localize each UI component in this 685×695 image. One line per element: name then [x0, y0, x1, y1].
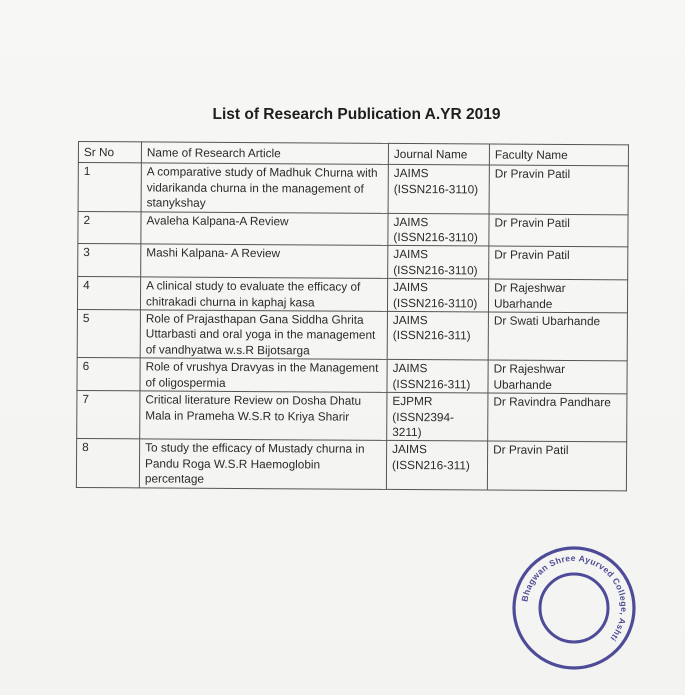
- journal-name: JAIMS: [393, 166, 429, 181]
- journal-issn: (ISSN216-3110): [393, 262, 478, 278]
- cell-sr-no: 2: [78, 211, 141, 244]
- journal-name: EJPMR: [392, 394, 433, 409]
- cell-faculty: Dr Swati Ubarhande: [488, 312, 627, 361]
- cell-journal: [386, 441, 487, 490]
- cell-journal: [387, 360, 488, 393]
- journal-issn: (ISSN216-311): [392, 328, 471, 343]
- cell-sr-no: 8: [76, 439, 139, 488]
- journal-issn: (ISSN216-3110): [393, 181, 479, 197]
- journal-issn: (ISSN216-3110): [392, 295, 478, 311]
- cell-article: Role of Prajasthapan Gana Siddha Ghrita Uttarbasti and oral yoga in the management of vandhyatwa w.s.R Bijotsarga: [140, 310, 387, 360]
- cell-article: A clinical study to evaluate the efficacy of chitrakadi churna in kaphaj kasa: [140, 277, 387, 311]
- document-title: List of Research Publication A.YR 2019: [212, 106, 501, 123]
- cell-article: To study the efficacy of Mustady churna in Pandu Roga W.S.R Haemoglobin percentage: [139, 439, 386, 489]
- cell-article: A comparative study of Madhuk Churna with vidarikanda churna in the management of stanykshay: [141, 163, 388, 213]
- cell-faculty: Dr Rajeshwar Ubarhande: [488, 360, 627, 394]
- cell-faculty: Dr Pravin Patil: [489, 165, 628, 214]
- journal-name: JAIMS: [392, 312, 428, 328]
- journal-name: JAIMS: [392, 361, 428, 376]
- college-seal-stamp: [511, 545, 637, 671]
- svg-text:Bhagwan Shree Ayurved College,: [519, 553, 629, 644]
- cell-article: Role of vrushya Dravyas in the Management of oligospermia: [140, 358, 387, 392]
- journal-issn: (ISSN216-3110): [393, 229, 478, 245]
- cell-journal: [388, 165, 489, 214]
- header-sr-no: Sr No: [78, 142, 141, 164]
- journal-issn: (ISSN216-311): [391, 457, 470, 473]
- cell-sr-no: 7: [77, 391, 140, 440]
- journal-issn: (ISSN2394-3211): [392, 409, 455, 440]
- cell-article: Mashi Kalpana- A Review: [141, 244, 388, 278]
- table-row: [76, 439, 626, 491]
- table-row: [78, 244, 628, 280]
- header-article: Name of Research Article: [141, 142, 388, 165]
- table-row: [77, 310, 627, 362]
- table-row: [78, 211, 628, 247]
- cell-faculty: Dr Rajeshwar Ubarhande: [488, 279, 627, 313]
- table-row: [77, 358, 627, 394]
- table-row: [78, 163, 628, 215]
- cell-sr-no: 6: [77, 358, 140, 391]
- cell-faculty: Dr Pravin Patil: [489, 246, 628, 280]
- publication-table: [76, 141, 629, 491]
- header-faculty: Faculty Name: [489, 144, 628, 166]
- cell-faculty: Dr Pravin Patil: [487, 441, 626, 490]
- table-row: [77, 277, 627, 313]
- cell-sr-no: 1: [78, 163, 141, 212]
- cell-sr-no: 4: [77, 277, 140, 310]
- table-body: [76, 163, 628, 490]
- cell-article: Avaleha Kalpana-A Review: [141, 212, 388, 246]
- cell-journal: [387, 311, 488, 360]
- journal-name: JAIMS: [393, 280, 428, 295]
- cell-sr-no: 3: [78, 244, 141, 277]
- cell-faculty: Dr Ravindra Pandhare: [488, 393, 627, 442]
- cell-journal: [387, 279, 488, 312]
- cell-sr-no: 5: [77, 310, 140, 359]
- journal-name: JAIMS: [392, 442, 427, 457]
- table-row: [77, 391, 627, 443]
- cell-faculty: Dr Pravin Patil: [489, 214, 628, 248]
- cell-journal: [387, 392, 488, 441]
- cell-journal: [388, 213, 489, 246]
- journal-name: JAIMS: [393, 214, 429, 229]
- journal-issn: (ISSN216-311): [392, 376, 471, 392]
- header-journal: Journal Name: [388, 143, 489, 165]
- journal-name: JAIMS: [393, 247, 429, 262]
- cell-article: Critical literature Review on Dosha Dhatu Mala in Prameha W.S.R to Kriya Sharir: [140, 391, 387, 441]
- cell-journal: [388, 246, 489, 279]
- stamp-text: Bhagwan Shree Ayurved College, Ashti: [519, 552, 630, 644]
